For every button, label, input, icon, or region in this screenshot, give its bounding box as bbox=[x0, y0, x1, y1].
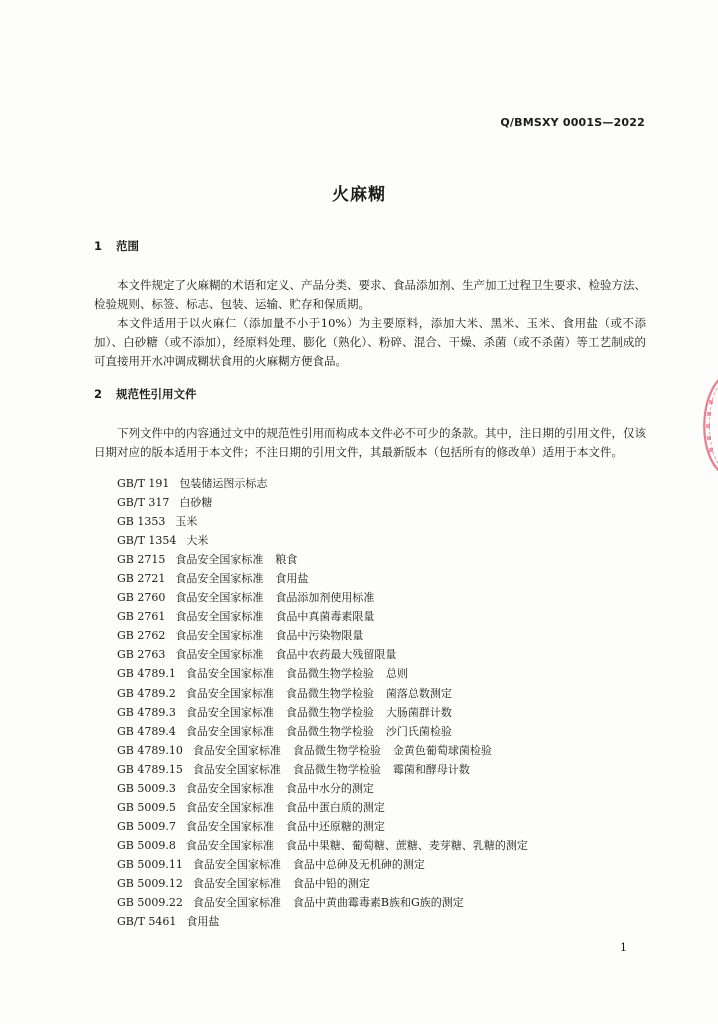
reference-code: GB 4789.10 bbox=[117, 743, 183, 757]
reference-item bbox=[117, 588, 528, 607]
reference-code: GB 2763 bbox=[117, 648, 166, 662]
reference-item bbox=[117, 912, 528, 931]
reference-title: 食品安全国家标准 bbox=[185, 819, 274, 833]
reference-code: GB 5009.11 bbox=[117, 857, 183, 871]
reference-item bbox=[117, 569, 528, 588]
reference-item bbox=[117, 607, 528, 626]
reference-subtitle: 食用盐 bbox=[275, 572, 309, 586]
reference-item bbox=[117, 741, 528, 760]
reference-code: GB 5009.22 bbox=[117, 896, 183, 910]
reference-code: GB 2761 bbox=[117, 610, 166, 624]
reference-title: 食品安全国家标准 bbox=[175, 648, 264, 662]
reference-subtitle: 食品中水分的测定 bbox=[285, 781, 374, 795]
standard-code: Q/BMSXY 0001S—2022 bbox=[500, 116, 645, 129]
reference-title: 食品安全国家标准 bbox=[185, 724, 274, 738]
reference-title: 食品安全国家标准 bbox=[192, 896, 281, 910]
reference-code: GB 4789.2 bbox=[117, 686, 176, 700]
reference-item bbox=[117, 760, 528, 779]
reference-code: GB 2721 bbox=[117, 572, 166, 586]
reference-code: GB/T 317 bbox=[117, 496, 170, 510]
reference-item bbox=[117, 531, 528, 550]
reference-code: GB 4789.15 bbox=[117, 762, 183, 776]
reference-code: GB 4789.1 bbox=[117, 667, 176, 681]
document-title: 火麻糊 bbox=[332, 185, 386, 205]
reference-part: 沙门氏菌检验 bbox=[385, 724, 452, 738]
reference-item bbox=[117, 626, 528, 645]
reference-part: 金黄色葡萄球菌检验 bbox=[392, 743, 492, 757]
references-intro-paragraph: 下列文件中的内容通过文中的规范性引用而构成本文件必不可少的条款。其中，注日期的引用文件，仅该日期对应的版本适用于本文件；不注日期的引用文件，其最新版本（包括所有的修改单）适用于本文件。 bbox=[94, 426, 646, 459]
reference-code: GB 5009.8 bbox=[117, 838, 176, 852]
reference-title: 食品安全国家标准 bbox=[185, 800, 274, 814]
reference-part: 大肠菌群计数 bbox=[385, 705, 452, 719]
reference-item bbox=[117, 722, 528, 741]
reference-title: 食用盐 bbox=[186, 915, 220, 929]
reference-item bbox=[117, 874, 528, 893]
seal-stamp-icon bbox=[694, 370, 718, 480]
reference-title: 大米 bbox=[186, 534, 209, 548]
reference-code: GB 5009.3 bbox=[117, 781, 176, 795]
scope-paragraph-2: 本文件适用于以火麻仁（添加量不小于10%）为主要原料，添加大米、黑米、玉米、食用盐（或不添加）、白砂糖（或不添加），经原料处理、膨化（熟化）、粉碎、混合、干燥、杀菌（或不杀菌）等工艺制成的可直接用开水冲调成糊状食用的火麻糊方便食品。 bbox=[94, 316, 646, 368]
reference-subtitle: 食品微生物学检验 bbox=[285, 667, 374, 681]
reference-title: 食品安全国家标准 bbox=[185, 838, 274, 852]
reference-subtitle: 食品中总砷及无机砷的测定 bbox=[292, 857, 425, 871]
reference-code: GB 2715 bbox=[117, 553, 166, 567]
section-1-number: 1 bbox=[94, 239, 103, 253]
reference-subtitle: 食品中果糖、葡萄糖、蔗糖、麦芽糖、乳糖的测定 bbox=[285, 838, 528, 852]
section-1-heading bbox=[94, 238, 139, 254]
reference-code: GB 4789.3 bbox=[117, 705, 176, 719]
reference-part: 菌落总数测定 bbox=[385, 686, 452, 700]
reference-title: 食品安全国家标准 bbox=[175, 572, 264, 586]
reference-item bbox=[117, 798, 528, 817]
reference-part: 霉菌和酵母计数 bbox=[392, 762, 470, 776]
reference-title: 食品安全国家标准 bbox=[185, 686, 274, 700]
reference-subtitle: 食品微生物学检验 bbox=[292, 762, 381, 776]
reference-title: 食品安全国家标准 bbox=[175, 610, 264, 624]
section-1-title: 范围 bbox=[116, 239, 139, 253]
scope-paragraph-1: 本文件规定了火麻糊的术语和定义、产品分类、要求、食品添加剂、生产加工过程卫生要求、检验方法、检验规则、标签、标志、包装、运输、贮存和保质期。 bbox=[94, 278, 646, 311]
reference-item bbox=[117, 664, 528, 683]
reference-title: 玉米 bbox=[175, 515, 198, 529]
reference-subtitle: 食品微生物学检验 bbox=[285, 705, 374, 719]
reference-item bbox=[117, 855, 528, 874]
reference-item bbox=[117, 779, 528, 798]
reference-title: 食品安全国家标准 bbox=[192, 857, 281, 871]
reference-code: GB 5009.7 bbox=[117, 819, 176, 833]
reference-subtitle: 食品中黄曲霉毒素B族和G族的测定 bbox=[292, 896, 464, 910]
reference-subtitle: 食品中污染物限量 bbox=[275, 629, 364, 643]
reference-title: 食品安全国家标准 bbox=[175, 553, 264, 567]
reference-code: GB/T 5461 bbox=[117, 915, 177, 929]
reference-item bbox=[117, 703, 528, 722]
reference-item bbox=[117, 512, 528, 531]
reference-subtitle: 食品微生物学检验 bbox=[285, 686, 374, 700]
reference-code: GB 5009.12 bbox=[117, 876, 183, 890]
reference-item bbox=[117, 645, 528, 664]
reference-subtitle: 食品中蛋白质的测定 bbox=[285, 800, 385, 814]
reference-title: 食品安全国家标准 bbox=[175, 591, 264, 605]
reference-title: 食品安全国家标准 bbox=[192, 876, 281, 890]
section-2-heading bbox=[94, 386, 197, 402]
reference-title: 食品安全国家标准 bbox=[175, 629, 264, 643]
reference-subtitle: 粮食 bbox=[275, 553, 298, 567]
reference-title: 食品安全国家标准 bbox=[192, 762, 281, 776]
section-2-number: 2 bbox=[94, 387, 103, 401]
reference-title: 包装储运图示标志 bbox=[179, 477, 268, 490]
reference-code: GB 1353 bbox=[117, 515, 166, 529]
reference-subtitle: 食品中还原糖的测定 bbox=[285, 819, 385, 833]
reference-title: 白砂糖 bbox=[179, 496, 213, 510]
reference-list bbox=[117, 474, 528, 931]
reference-subtitle: 食品中铅的测定 bbox=[292, 876, 370, 890]
reference-code: GB/T 1354 bbox=[117, 534, 177, 548]
page-number: 1 bbox=[620, 941, 627, 954]
reference-item bbox=[117, 474, 528, 493]
reference-item bbox=[117, 550, 528, 569]
reference-title: 食品安全国家标准 bbox=[185, 781, 274, 795]
reference-subtitle: 食品中真菌毒素限量 bbox=[275, 610, 375, 624]
reference-subtitle: 食品微生物学检验 bbox=[285, 724, 374, 738]
reference-item bbox=[117, 836, 528, 855]
reference-item bbox=[117, 493, 528, 512]
reference-part: 总则 bbox=[385, 667, 408, 681]
reference-subtitle: 食品微生物学检验 bbox=[292, 743, 381, 757]
reference-subtitle: 食品中农药最大残留限量 bbox=[275, 648, 397, 662]
reference-subtitle: 食品添加剂使用标准 bbox=[275, 591, 375, 605]
reference-code: GB 2760 bbox=[117, 591, 166, 605]
reference-code: GB 2762 bbox=[117, 629, 166, 643]
reference-item bbox=[117, 684, 528, 703]
reference-code: GB/T 191 bbox=[117, 477, 170, 490]
reference-title: 食品安全国家标准 bbox=[185, 705, 274, 719]
reference-code: GB 5009.5 bbox=[117, 800, 176, 814]
section-2-title: 规范性引用文件 bbox=[116, 387, 197, 401]
reference-item bbox=[117, 817, 528, 836]
reference-title: 食品安全国家标准 bbox=[192, 743, 281, 757]
reference-item bbox=[117, 893, 528, 912]
reference-title: 食品安全国家标准 bbox=[185, 667, 274, 681]
reference-code: GB 4789.4 bbox=[117, 724, 176, 738]
